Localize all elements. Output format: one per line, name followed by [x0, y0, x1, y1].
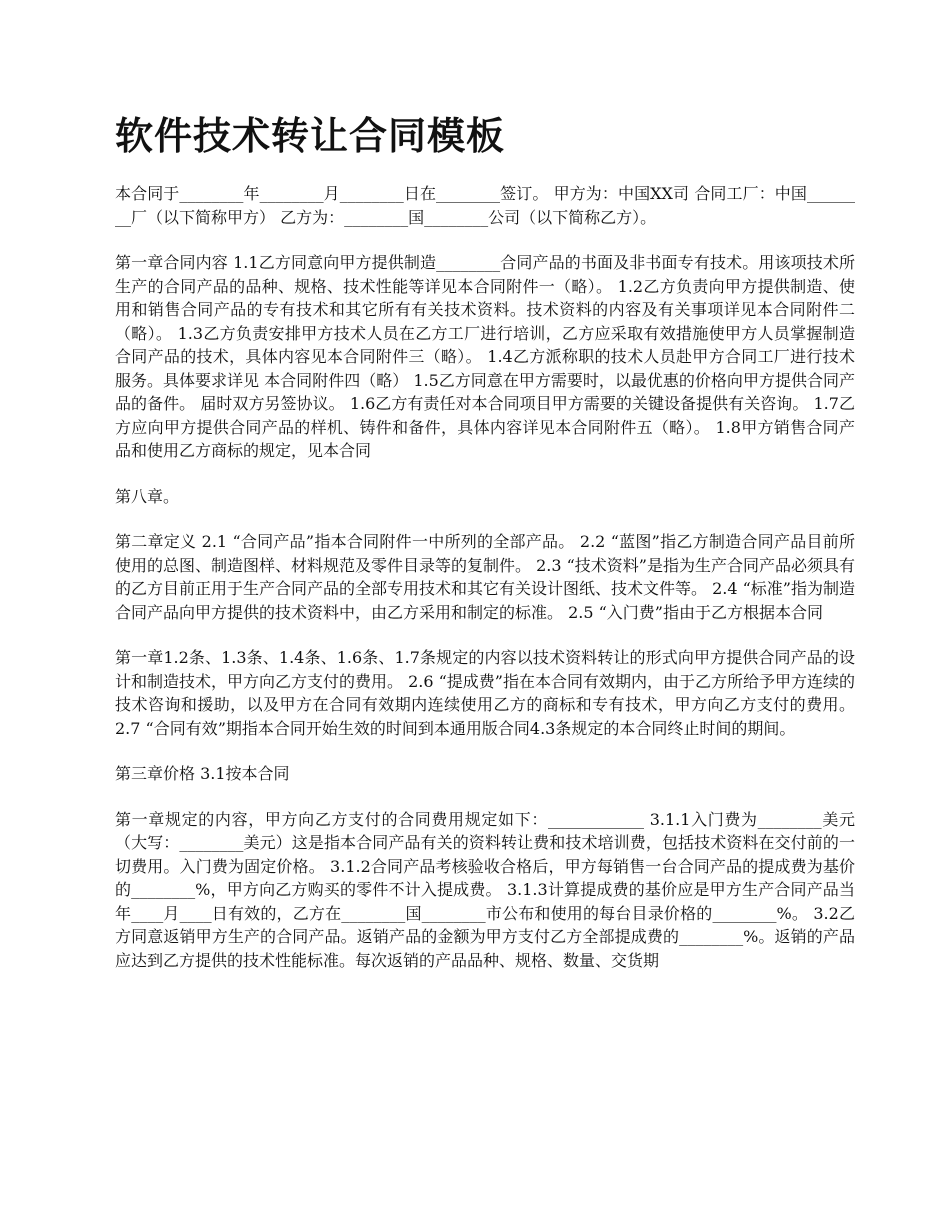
- paragraph-entry-fee-definition: 第一章1.2条、1.3条、1.4条、1.6条、1.7条规定的内容以技术资料转让的形式向甲方提供合同产品的设计和制造技术，甲方向乙方支付的费用。 2.6 “提成费”指在本合同有效期内，由于乙方所给予甲方连续的技术咨询和援助，以及甲方在合同有效期内连续使用乙方的商标和专有技术，甲方向乙方支付的费用。 2.7 “合同有效”期指本合同开始生效的时间到本通用版合同4.3条规定的本合同终止时间的期间。: [115, 648, 855, 738]
- paragraph-parties: 本合同于________年________月________日在________签订。 甲方为：中国XX司 合同工厂：中国________厂（以下简称甲方） 乙方为：________国________公司（以下简称乙方）。: [115, 184, 855, 227]
- paragraph-chapter-1-content: 第一章合同内容 1.1乙方同意向甲方提供制造________合同产品的书面及非书面专有技术。用该项技术所生产的合同产品的品种、规格、技术性能等详见本合同附件一（略）。 1.2乙方负责向甲方提供制造、使用和销售合同产品的专有技术和其它所有有关技术资料。技术资料的内容及有关事项详见本合同附件二（略）。 1.3乙方负责安排甲方技术人员在乙方工厂进行培训，乙方应采取有效措施使甲方人员掌握制造合同产品的技术，具体内容见本合同附件三（略）。 1.4乙方派称职的技术人员赴甲方合同工厂进行技术服务。具体要求详见 本合同附件四（略） 1.5乙方同意在甲方需要时，以最优惠的价格向甲方提供合同产品的备件。 届时双方另签协议。 1.6乙方有责任对本合同项目甲方需要的关键设备提供有关咨询。 1.7乙方应向甲方提供合同产品的样机、铸件和备件，具体内容详见本合同附件五（略）。 1.8甲方销售合同产品和使用乙方商标的规定，见本合同: [115, 253, 855, 460]
- document-title: 软件技术转让合同模板: [115, 114, 506, 158]
- paragraph-chapter-2-definitions: 第二章定义 2.1 “合同产品”指本合同附件一中所列的全部产品。 2.2 “蓝图”指乙方制造合同产品目前所使用的总图、制造图样、材料规范及零件目录等的复制件。 2.3 “技术资料”是指为生产合同产品必须具有的乙方目前正用于生产合同产品的全部专用技术和其它有关设计图纸、技术文件等。 2.4 “标准”指为制造合同产品向甲方提供的技术资料中，由乙方采用和制定的标准。 2.5 “入门费”指由于乙方根据本合同: [115, 532, 855, 622]
- paragraph-payment-terms: 第一章规定的内容，甲方向乙方支付的合同费用规定如下：____________ 3.1.1入门费为________美元（大写：________美元）这是指本合同产品有关的资料转让费和技术培训费，包括技术资料在交付前的一切费用。入门费为固定价格。 3.1.2合同产品考核验收合格后，甲方每销售一台合同产品的提成费为基价的________%，甲方向乙方购买的零件不计入提成费。 3.1.3计算提成费的基价应是甲方生产合同产品当年____月____日有效的，乙方在________国________市公布和使用的每台目录价格的________%。 3.2乙方同意返销甲方生产的合同产品。返销产品的金额为甲方支付乙方全部提成费的________%。返销的产品应达到乙方提供的技术性能标准。每次返销的产品品种、规格、数量、交货期: [115, 809, 855, 970]
- paragraph-chapter-8-ref: 第八章。: [115, 486, 180, 506]
- paragraph-chapter-3-price: 第三章价格 3.1按本合同: [115, 764, 290, 783]
- document-page: [115, 108, 855, 994]
